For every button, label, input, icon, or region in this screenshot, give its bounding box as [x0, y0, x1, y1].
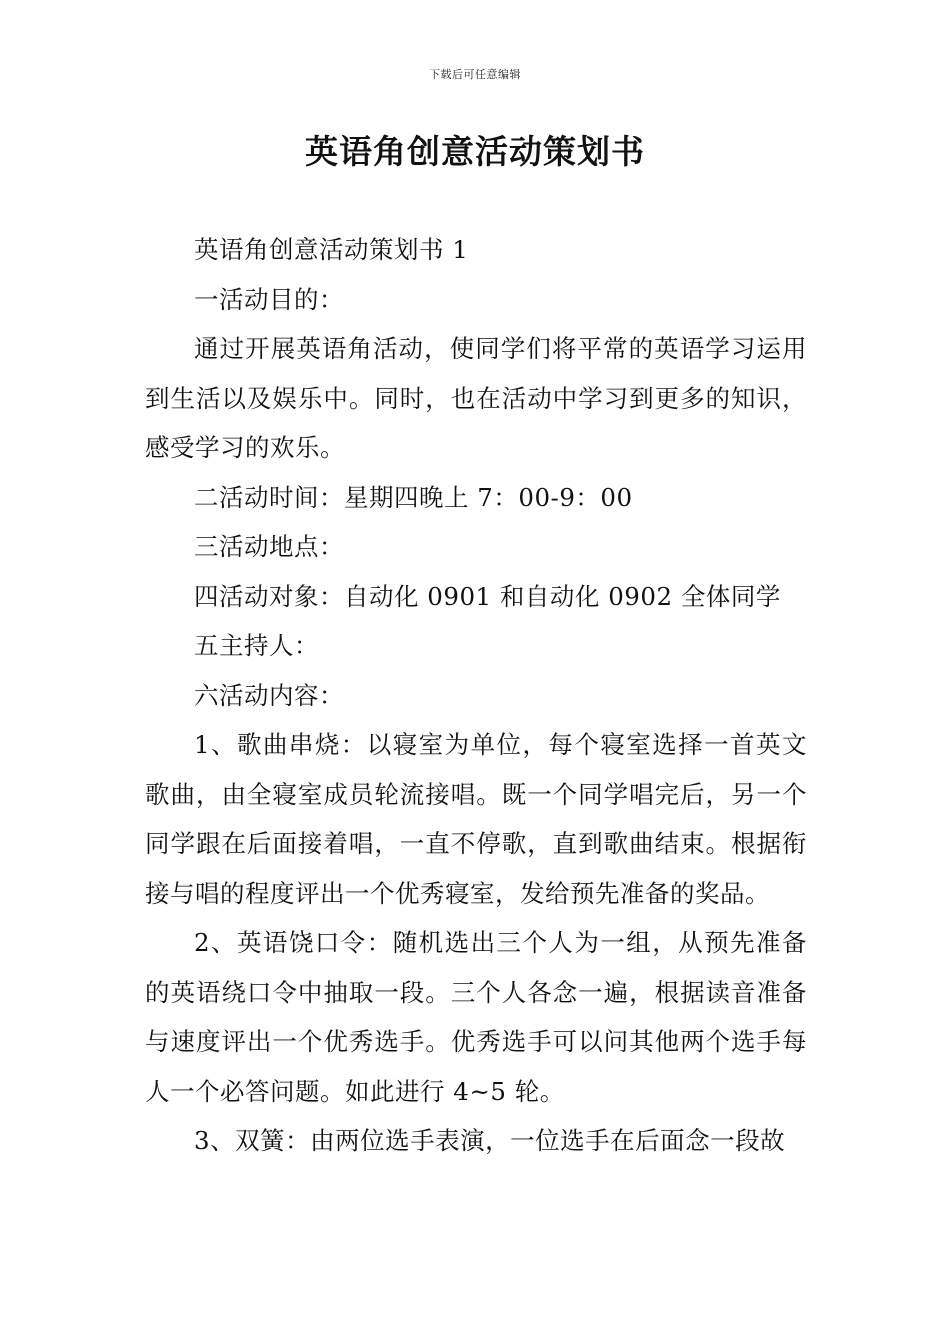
document-title: 英语角创意活动策划书 [305, 132, 645, 171]
paragraph-audience: 四活动对象：自动化 0901 和自动化 0902 全体同学 [194, 581, 781, 611]
paragraph-purpose-heading: 一活动目的： [194, 284, 344, 314]
document-body [145, 225, 807, 1166]
paragraph-item-tongue-twister: 2、英语饶口令：随机选出三个人为一组，从预先准备的英语绕口令中抽取一段。三个人各念一遍，根据读音准备与速度评出一个优秀选手。优秀选手可以问其他两个选手每人一个必答问题。如此进行 4~5 轮。 [145, 928, 807, 1106]
paragraph-item-shuanghuang: 3、双簧：由两位选手表演，一位选手在后面念一段故 [194, 1126, 786, 1155]
paragraph-purpose: 通过开展英语角活动，使同学们将平常的英语学习运用到生活以及娱乐中。同时，也在活动中学习到更多的知识，感受学习的欢乐。 [145, 334, 807, 462]
paragraph-location: 三活动地点： [194, 532, 344, 561]
paragraph-content-heading: 六活动内容： [194, 680, 344, 710]
header-note: 下载后可任意编辑 [429, 68, 521, 81]
paragraph-subtitle: 英语角创意活动策划书 1 [194, 235, 469, 264]
paragraph-item-songs: 1、歌曲串烧：以寝室为单位，每个寝室选择一首英文歌曲，由全寝室成员轮流接唱。既一个同学唱完后，另一个同学跟在后面接着唱，一直不停歌，直到歌曲结束。根据衔接与唱的程度评出一个优秀寝室，发给预先准备的奖品。 [145, 730, 807, 908]
paragraph-host: 五主持人： [194, 631, 319, 660]
paragraph-time: 二活动时间：星期四晚上 7：00-9：00 [194, 482, 633, 512]
